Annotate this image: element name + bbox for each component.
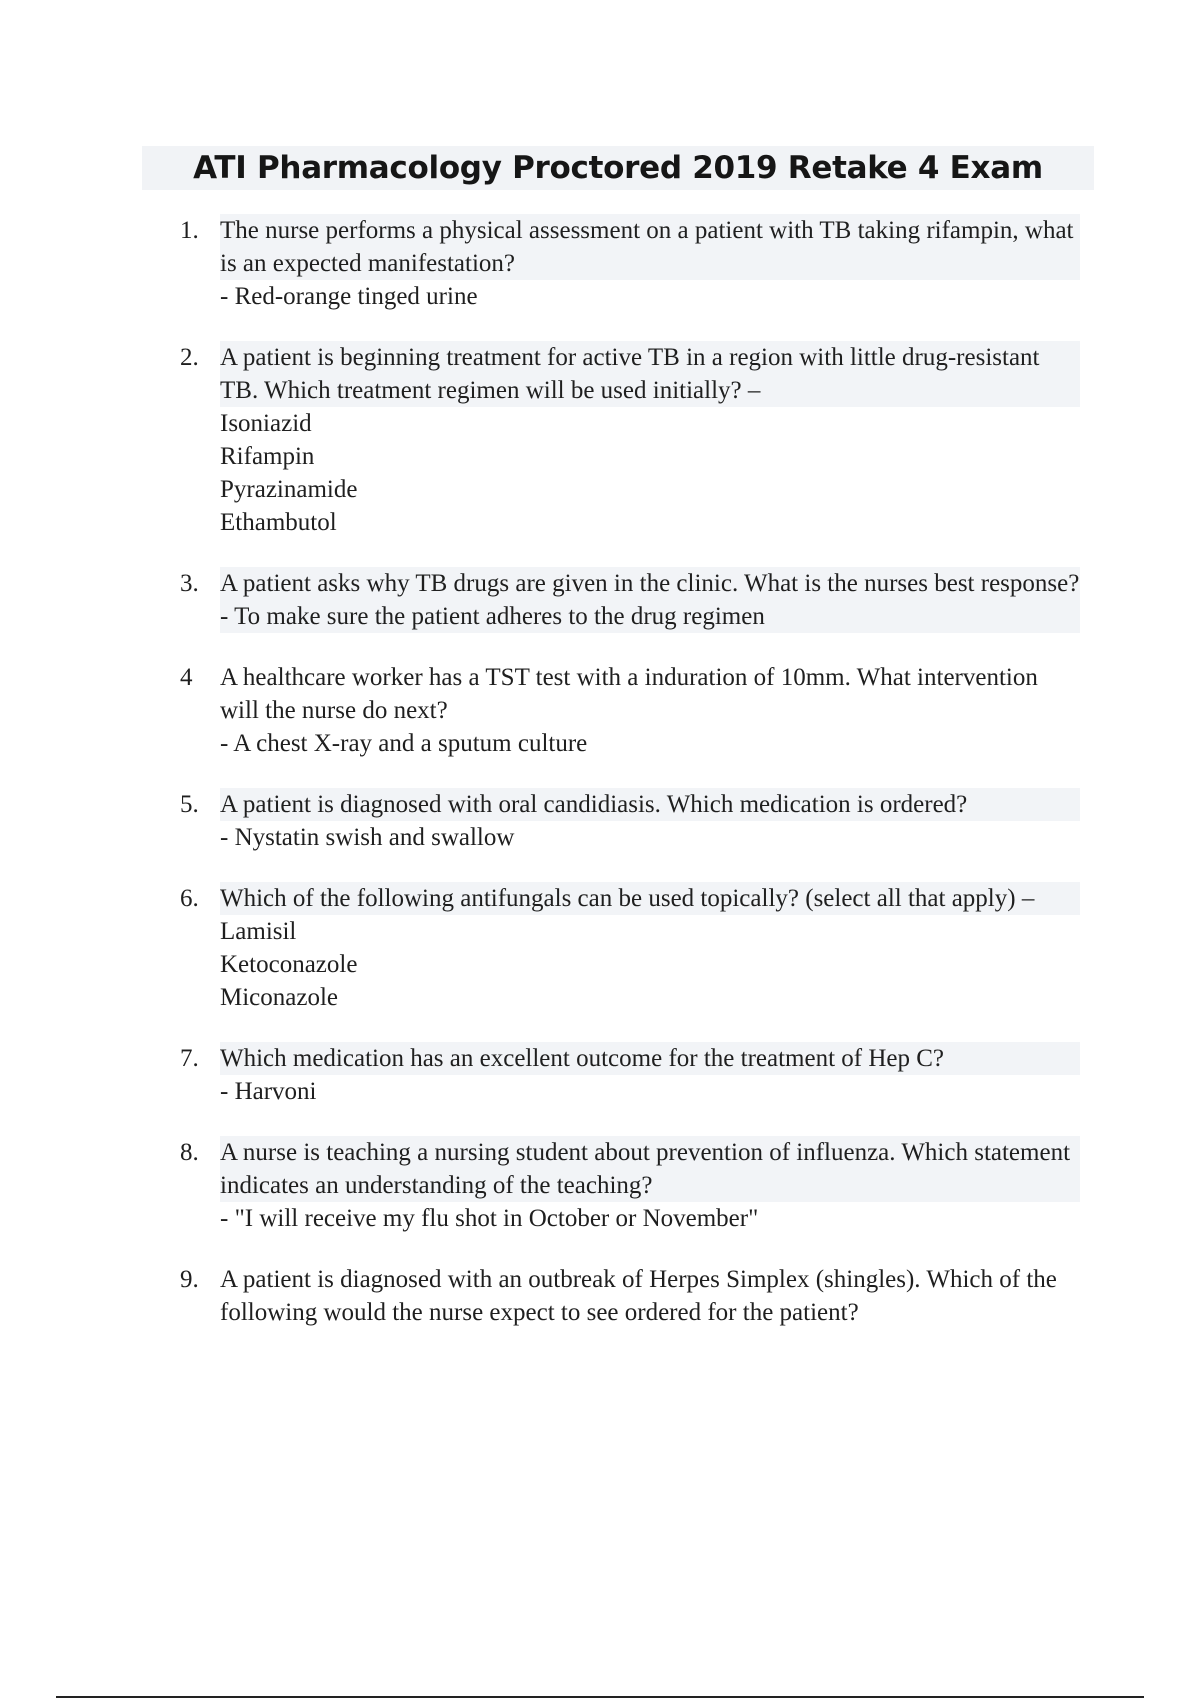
question-item <box>180 788 1080 854</box>
answer-text: - A chest X-ray and a sputum culture <box>220 730 588 757</box>
answer-text: - To make sure the patient adheres to the drug regimen <box>220 600 1080 633</box>
question-number: 4 <box>180 664 193 691</box>
answer-text: Isoniazid <box>220 410 312 437</box>
answer-list <box>220 600 1080 633</box>
question-text: A healthcare worker has a TST test with a induration of 10mm. What intervention will the nurse do next? <box>220 664 1038 724</box>
answer-list <box>220 727 1080 760</box>
question-item <box>180 1136 1080 1235</box>
answer-text: - Harvoni <box>220 1078 317 1105</box>
answer-text: Rifampin <box>220 443 315 470</box>
answer-text: - "I will receive my flu shot in October or November" <box>220 1205 759 1232</box>
question-number: 7. <box>180 1045 199 1072</box>
answer-list <box>220 407 1080 539</box>
answer-text: - Nystatin swish and swallow <box>220 824 515 851</box>
question-number: 9. <box>180 1266 199 1293</box>
answer-text: Pyrazinamide <box>220 476 358 503</box>
answer-list <box>220 280 1080 313</box>
answer-list <box>220 1075 1080 1108</box>
question-text: Which of the following antifungals can be used topically? (select all that apply) – <box>220 882 1080 915</box>
question-text: A nurse is teaching a nursing student about prevention of influenza. Which statement indicates an understanding of the teaching? <box>220 1136 1080 1202</box>
question-item <box>180 882 1080 1014</box>
answer-text: Ethambutol <box>220 509 337 536</box>
question-text: A patient asks why TB drugs are given in the clinic. What is the nurses best response? <box>220 567 1080 600</box>
answer-text: - Red-orange tinged urine <box>220 283 478 310</box>
question-number: 5. <box>180 791 199 818</box>
document-title: ATI Pharmacology Proctored 2019 Retake 4 Exam <box>193 150 1043 186</box>
answer-text: Lamisil <box>220 918 297 945</box>
question-number: 8. <box>180 1139 199 1166</box>
question-number: 2. <box>180 344 199 371</box>
answer-text: Ketoconazole <box>220 951 358 978</box>
bottom-divider <box>56 1696 1144 1698</box>
question-item <box>180 661 1080 760</box>
question-number: 1. <box>180 217 199 244</box>
question-text: A patient is beginning treatment for active TB in a region with little drug-resistant TB. Which treatment regimen will be used initially? – <box>220 341 1080 407</box>
question-number: 6. <box>180 885 199 912</box>
answer-list <box>220 821 1080 854</box>
answer-list <box>220 915 1080 1014</box>
question-list <box>180 214 1080 1329</box>
question-item <box>180 341 1080 539</box>
question-item <box>180 214 1080 313</box>
question-number: 3. <box>180 570 199 597</box>
question-item <box>180 1042 1080 1108</box>
question-text: The nurse performs a physical assessment on a patient with TB taking rifampin, what is an expected manifestation? <box>220 214 1080 280</box>
question-text: A patient is diagnosed with oral candidiasis. Which medication is ordered? <box>220 788 1080 821</box>
question-item <box>180 1263 1080 1329</box>
answer-text: Miconazole <box>220 984 339 1011</box>
answer-list <box>220 1202 1080 1235</box>
question-text: A patient is diagnosed with an outbreak of Herpes Simplex (shingles). Which of the following would the nurse expect to see ordered for the patient? <box>220 1266 1057 1326</box>
question-text: Which medication has an excellent outcome for the treatment of Hep C? <box>220 1042 1080 1075</box>
question-item <box>180 567 1080 633</box>
